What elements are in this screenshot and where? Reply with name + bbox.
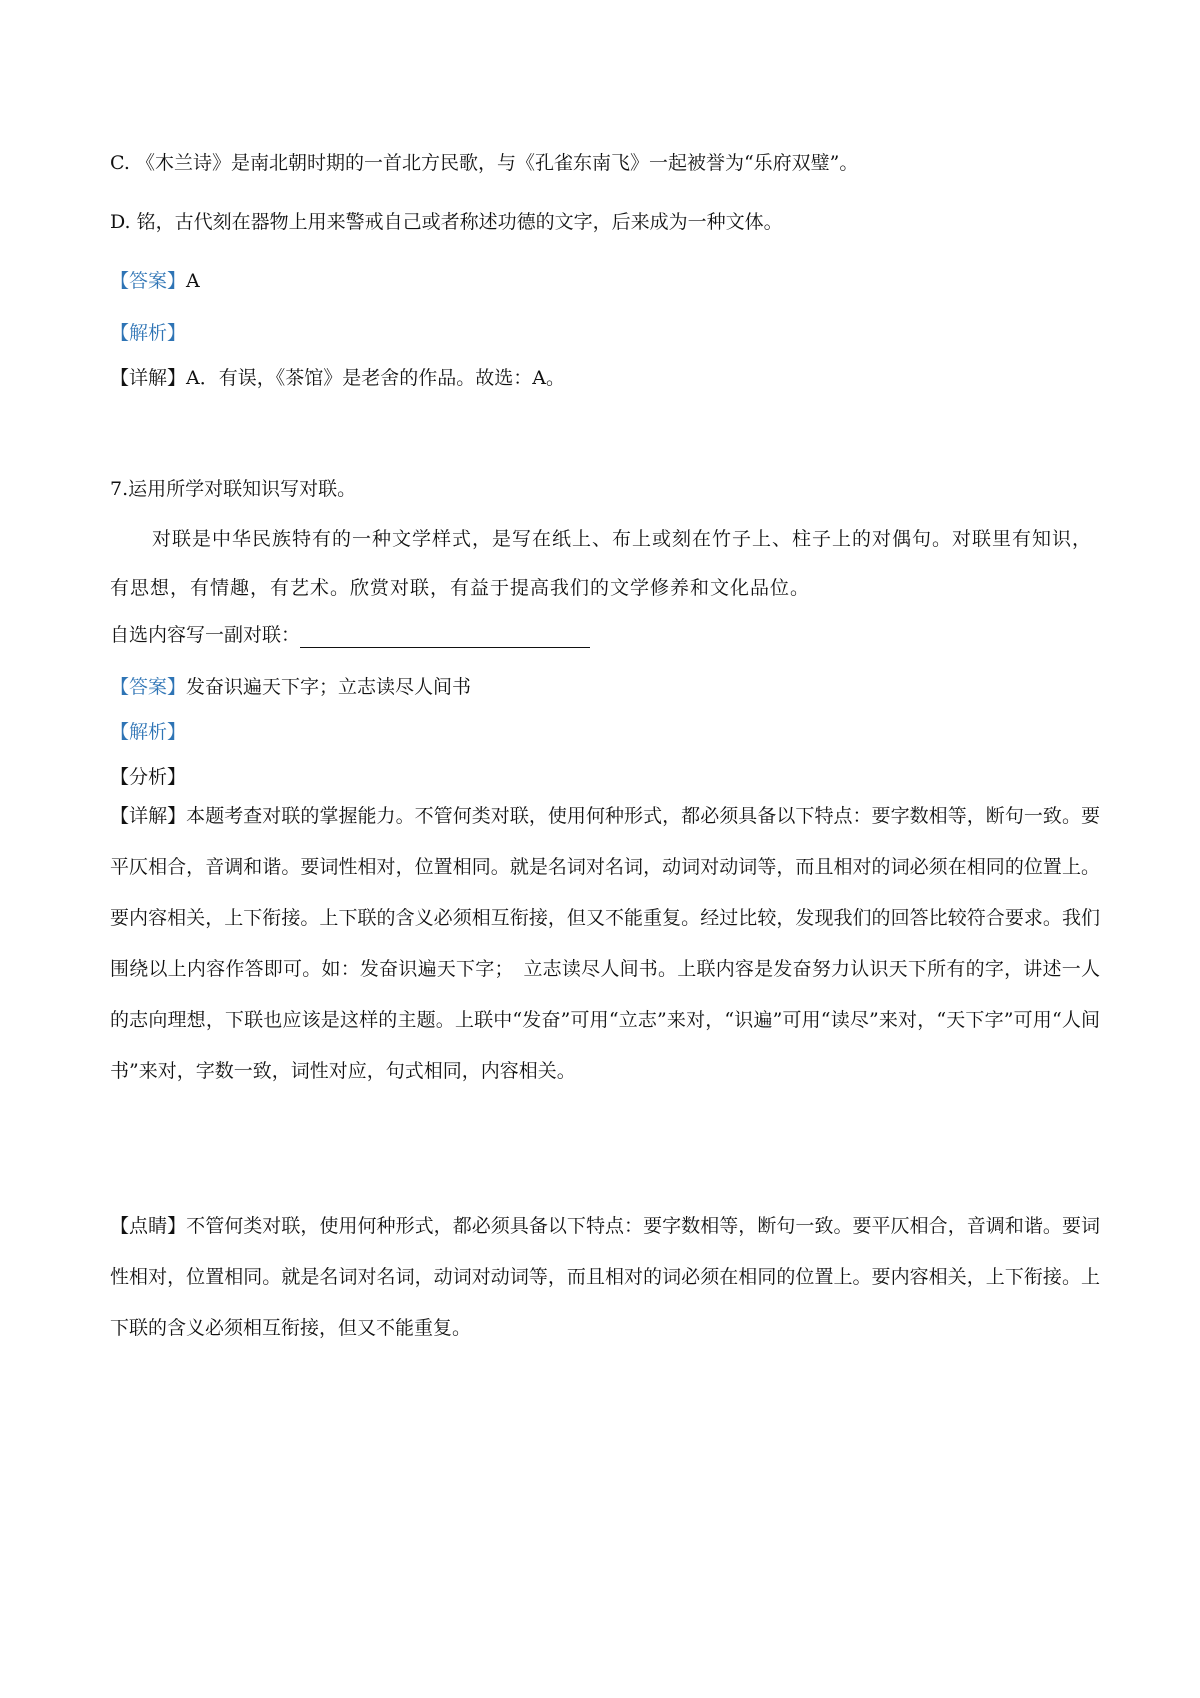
- q6-answer: [110, 268, 1100, 294]
- answer-label: 【答案】: [110, 676, 187, 698]
- q7-tip: 【点睛】不管何类对联，使用何种形式，都必须具备以下特点：要字数相等，断句一致。要平仄相合，音调和谐。要词性相对，位置相同。就是名词对名词，动词对动词等，而且相对的词必须在相同的位置上。要内容相关，上下衔接。上下联的含义必须相互衔接，但又不能重复。: [110, 1215, 1100, 1339]
- q6-detail: 【详解】A．有误，《茶馆》是老舍的作品。故选：A。: [110, 367, 565, 389]
- q7-passage: 对联是中华民族特有的一种文学样式，是写在纸上、布上或刻在竹子上、柱子上的对偶句。对联里有知识，有思想，有情趣，有艺术。欣赏对联，有益于提高我们的文学修养和文化品位。: [110, 528, 1093, 599]
- q7-answer: [110, 674, 1100, 700]
- option-d: D. 铭，古代刻在器物上用来警戒自己或者称述功德的文字，后来成为一种文体。: [110, 211, 783, 233]
- q7-prompt: [110, 622, 1100, 648]
- answer-label: 【答案】: [110, 270, 187, 292]
- q6-analysis-label: 【解析】: [110, 322, 187, 344]
- prompt-text: 自选内容写一副对联：: [110, 624, 301, 646]
- answer-blank: [300, 627, 590, 648]
- q7-detail: 【详解】本题考查对联的掌握能力。不管何类对联，使用何种形式，都必须具备以下特点：要字数相等，断句一致。要平仄相合，音调和谐。要词性相对，位置相同。就是名词对名词，动词对动词等，而且相对的词必须在相同的位置上。要内容相关，上下衔接。上下联的含义必须相互衔接，但又不能重复。经过比较，发现我们的回答比较符合要求。我们围绕以上内容作答即可。如：发奋识遍天下字； 立志读尽人间书。上联内容是发奋努力认识天下所有的字，讲述一人的志向理想，下联也应该是这样的主题。上联中“发奋”可用“立志”来对，“识遍”可用“读尽”来对，“天下字”可用“人间书”来对，字数一致，词性对应，句式相同，内容相关。: [110, 805, 1100, 1082]
- answer-value: 发奋识遍天下字；立志读尽人间书: [186, 676, 472, 698]
- answer-value: A: [186, 270, 200, 292]
- option-c: C. 《木兰诗》是南北朝时期的一首北方民歌，与《孔雀东南飞》一起被誉为“乐府双璧”。: [110, 152, 859, 174]
- q7-question: 7.运用所学对联知识写对联。: [110, 478, 357, 500]
- q7-analysis-sub: 【分析】: [110, 766, 187, 788]
- q7-analysis-label: 【解析】: [110, 721, 187, 743]
